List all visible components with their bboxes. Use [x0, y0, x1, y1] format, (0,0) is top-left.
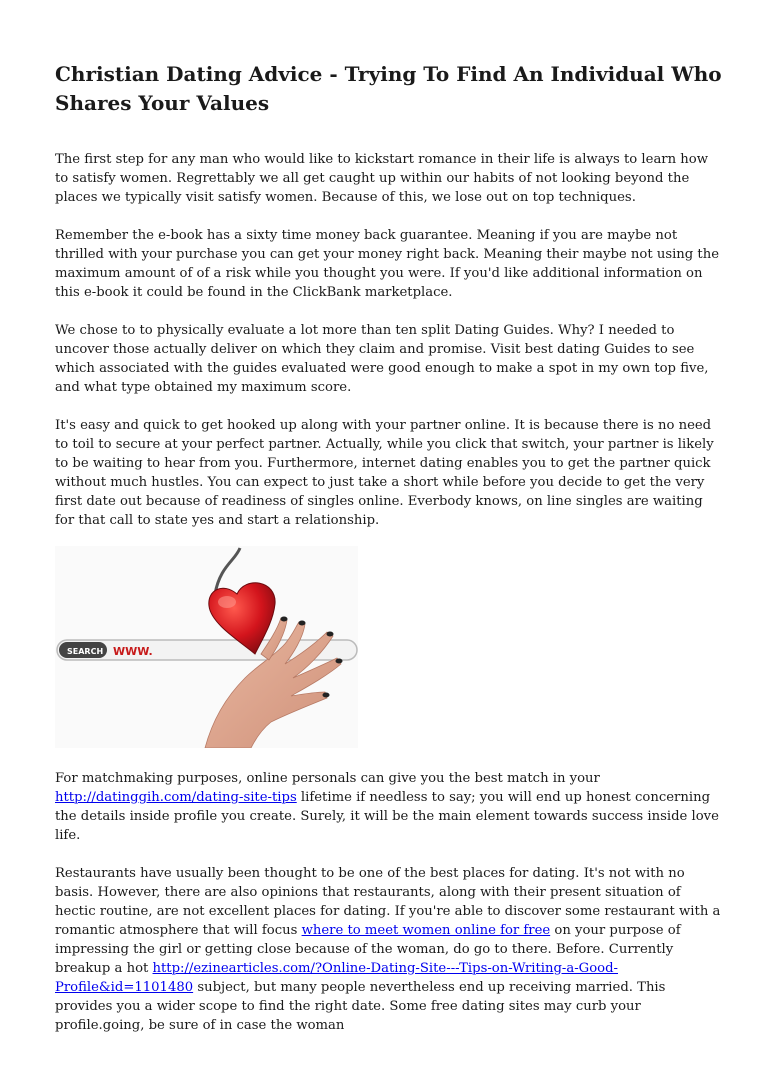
paragraph-6 [55, 864, 725, 1035]
paragraph-2: Remember the e-book has a sixty time money back guarantee. Meaning if you are maybe not thrilled with your purchase you can get your money right back. Meaning their maybe not using the maximum amount of of a risk while you thought you were. If you'd like additional information on this e-book it could be found in the ClickBank marketplace. [55, 228, 720, 300]
paragraph-5-text: For matchmaking purposes, online personals can give you the best match in your [55, 771, 600, 786]
paragraph-1: The first step for any man who would like to kickstart romance in their life is always to learn how to satisfy women. Regrettably we all get caught up within our habits of not looking beyond the places we typically visit satisfy women. Because of this, we lose out on top techniques. [55, 152, 709, 205]
ezinearticles-link[interactable]: http://ezinearticles.com/?Online-Dating-Site---Tips-on-Writing-a-Good-Profile&id=1101480 [55, 961, 618, 995]
paragraph-3: We chose to to physically evaluate a lot more than ten split Dating Guides. Why? I needed to uncover those actually deliver on which they claim and promise. Visit best dating Guides to see which associated with the guides evaluated were good enough to make a spot in my own top five, and what type obtained my maximum score. [55, 323, 709, 395]
paragraph-6-text-middle: on your purpose of impressing the girl or getting close because of the woman, do go to there. Before. Currently breakup a hot [55, 923, 681, 976]
paragraph-6-text: Restaurants have usually been thought to be one of the best places for dating. It's not with no basis. However, there are also opinions that restaurants, along with their present situation of hectic routine, are not excellent places for dating. If you're able to discover some restaurant with a romantic atmosphere that will focus [55, 866, 721, 938]
paragraph-4: It's easy and quick to get hooked up along with your partner online. It is because there is no need to toil to secure at your perfect partner. Actually, while you click that switch, your partner is likely to be waiting to hear from you. Furthermore, internet dating enables you to get the partner quick without much hustles. You can expect to just take a short while before you decide to get the very first date out because of readiness of singles online. Everbody knows, on line singles are waiting for that call to state yes and start a relationship. [55, 418, 714, 528]
search-label: SEARCH [67, 647, 104, 656]
url-text: WWW. [113, 645, 153, 658]
heart-mouse-photo [55, 546, 358, 748]
meet-women-link[interactable]: where to meet women online for free [301, 923, 551, 938]
dating-site-tips-link[interactable]: http://datinggih.com/dating-site-tips [55, 790, 297, 805]
paragraph-6-text-end: subject, but many people nevertheless end up receiving married. This provides you a wider scope to find the right date. Some free dating sites may curb your profile.going, be sure of in case the woman [55, 980, 666, 1033]
paragraph-5-text-end: lifetime if needless to say; you will end up honest concerning the details inside profile you create. Surely, it will be the main element towards success inside love life. [55, 790, 719, 843]
heart-mouse-illustration [55, 546, 358, 748]
page-title: Christian Dating Advice - Trying To Find An Individual Who Shares Your Values [55, 62, 722, 115]
paragraph-5 [55, 769, 725, 845]
